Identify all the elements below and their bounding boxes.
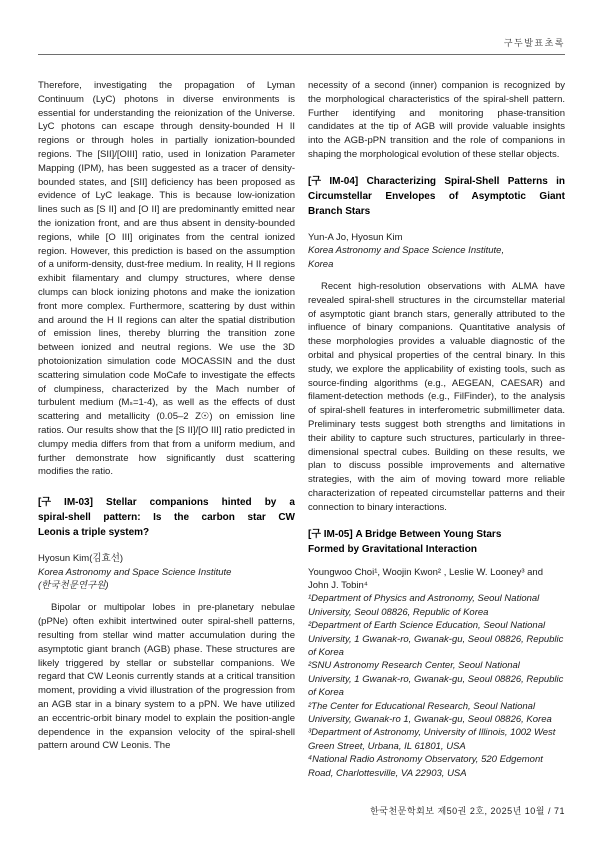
im05-affiliation-2: ²Department of Earth Science Education, Seoul National University, 1 Gwanak-ro, Gwanak-gu, Seoul 08826, Republic of Korea xyxy=(308,620,564,658)
im03-affiliation-korean: (한국천문연구원) xyxy=(38,579,109,591)
session-im03-heading xyxy=(38,495,295,540)
im05-affiliation-4: ²The Center for Educational Research, Seoul National University, Gwanak-ro 1, Gwanak-gu, Seoul 08826, Korea xyxy=(308,700,552,726)
abstract-im04-text: Recent high-resolution observations with ALMA have revealed spiral-shell structures in the circumstellar material of asymptotic giant branch stars, generally attributed to the influence of binary companions. Quantitative analysis of these morphologies provides a valuable diagnostic of the orbital and physical properties of the central binary. In this study, we explore the applicability of existing tools, such as source-finding algorithms (e.g., AEGEAN, CAESAR) and filament-detection methods (e.g., FilFinder), to the analysis of spiral-shell features in interferometric submillimeter data. Preliminary tests suggest both strengths and limitations in their ability to capture such structures, particularly in three-dimensional spectral cubes. Building on these results, we plan to discuss possible improvements and alternative strategies, with the aim of moving toward more reliable characterization of repeated circumstellar patterns and their connection to binary interactions. xyxy=(308,281,565,513)
im05-affiliation-5: ³Department of Astronomy, University of Illinois, 1002 West Green Street, Urbana, IL 61801, USA xyxy=(308,727,556,752)
im04-affiliation: Korea Astronomy and Space Science Institute, xyxy=(308,245,505,257)
im05-author-block xyxy=(308,566,565,781)
heading-line: Leonis a triple system? xyxy=(38,527,150,539)
heading-line: Formed by Gravitational Interaction xyxy=(308,543,477,555)
right-column xyxy=(308,79,565,780)
session-im04-heading xyxy=(308,174,565,219)
im05-authors-line: Youngwoo Choi¹, Woojin Kwon² , Leslie W. Looney³ and xyxy=(308,566,543,578)
header-divider-rule xyxy=(38,54,565,55)
im03-authors: Hyosun Kim(김효선) xyxy=(38,553,124,565)
heading-line: [구 IM-04] Characterizing Spiral-Shell Patterns in xyxy=(308,175,565,187)
heading-line: [구 IM-03] Stellar companions hinted by a xyxy=(38,497,295,509)
im05-authors-line: John J. Tobin⁴ xyxy=(308,579,368,591)
two-column-body xyxy=(38,79,565,780)
im04-authors: Yun-A Jo, Hyosun Kim xyxy=(308,231,403,243)
session-im05-heading xyxy=(308,527,565,557)
im03-author-block xyxy=(38,552,295,592)
heading-line: spiral-shell pattern: Is the carbon star CW xyxy=(38,512,295,524)
footer-journal-volume-page: 한국천문학회보 제50권 2호, 2025년 10월 / 71 xyxy=(370,806,565,816)
abstract-im03-text: Bipolar or multipolar lobes in pre-planetary nebulae (pPNe) often exhibit intertwined outer spiral-shell patterns, resulting from stellar wind matter accumulation during the asymptotic giant branch (AGB) phase. These structures are likely triggered by stellar or substellar companions. We regard that CW Leonis currently stands at a critical transition moment, providing a vivid illustration of the progression from an AGB star in a binary system to a pPN. We have utilized an eccentric-orbit binary model to explain the position-angle dependence in the expansion velocity of the spiral-shell pattern around CW Leonis. The xyxy=(38,602,295,752)
im04-author-block xyxy=(308,231,565,271)
abstract-im03-continuation: necessity of a second (inner) companion is recognized by the morphological characteristics of the spiral-shell pattern. Further identifying and monitoring phase-transition candidates at the tip of AGB will provide valuable insights into the AGB-pPN transition and the role of companions in shaping the morphological evolution of these stellar objects. xyxy=(308,80,565,160)
heading-line: Circumstellar Envelopes of Asymptotic Giant xyxy=(308,190,565,202)
im05-affiliation-1: ¹Department of Physics and Astronomy, Seoul National University, Seoul 08826, Republic of Korea xyxy=(308,593,540,618)
left-column xyxy=(38,79,295,780)
header-section-label: 구두발표초록 xyxy=(503,38,565,48)
heading-line: Branch Stars xyxy=(308,205,371,217)
heading-line: [구 IM-05] A Bridge Between Young Stars xyxy=(308,528,502,540)
page-header xyxy=(38,36,565,49)
page-footer xyxy=(370,804,565,817)
abstract-im02-continuation: Therefore, investigating the propagation of Lyman Continuum (LyC) photons in diverse environments is essential for understanding the reionization of the Universe. LyC photons can escape through density-bounded H II regions or through holes in partially ionization-bounded regions. The [SII]/[OIII] ratio, used in Ionization Parameter Mapping (IPM), has been suggested as a tracer of density-bounded states, and [SII] deficiency has been proposed as evidence of LyC leakage. This is because low-ionization lines such as [S II] and [O II] are predominantly emitted near the ionization front, and are thus absent in density-bounded regions, while [O III] originates from the central ionized region. However, this prediction is based on the assumption of a uniform-density, dust-free medium. In reality, H II regions exhibit filamentary and clumpy structures, where dense clumps can block ionizing photons and make the ionization front more complex. Furthermore, scattering by dust within and around the H II regions can alter the spatial distribution of emission lines, thereby blurring the transition zone between ionized and neutral regions. We use the 3D photoionization simulation code MOCASSIN and the dust scattering simulation code MoCafe to investigate the effects of clumpiness, characterized by the Mach number of turbulent medium (Mₛ=1-4), as well as the effects of dust scattering and metallicity (0.05–2 Z☉) on emission line ratios. Our results show that the [S II]/[O III] ratio predicted in clumpy media differs from that from a uniform medium, and further demonstrate how significantly dust scattering modifies the ratio. xyxy=(38,80,295,478)
im05-affiliation-3: ²SNU Astronomy Research Center, Seoul National University, 1 Gwanak-ro, Gwanak-gu, Seoul 08826, Republic of Korea xyxy=(308,660,564,699)
im03-affiliation: Korea Astronomy and Space Science Institute xyxy=(38,566,232,578)
im04-affiliation-country: Korea xyxy=(308,258,334,270)
im05-affiliation-6: ⁴National Radio Astronomy Observatory, 520 Edgemont Road, Charlottesville, VA 22903, USA xyxy=(308,754,543,779)
